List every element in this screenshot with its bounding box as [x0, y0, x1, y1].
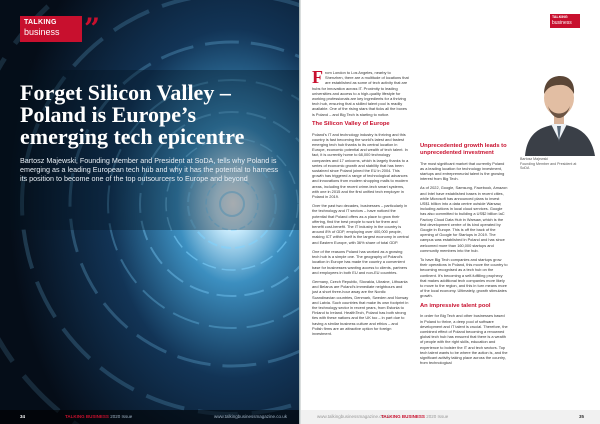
footer-publication-name-left: TALKING BUSINESS [65, 414, 109, 419]
portrait-caption-name: Bartosz Majewski [520, 157, 548, 161]
intro-text: rom London to Los Angeles, nearby to Shenzhen, there are a multitude of locations that are established as some of tech activity that are hubs for innovation across IT. Proximity to leading universities and access to a high-quality lifestyle for working professionals are key ingredients for a thriving tech hub, ensuring that a skilled talent pool is readily available. One of the rising stars that ticks all the boxes is Poland – and Big Tech is starting to notice. [312, 70, 409, 117]
footer-issue-right: 2020 Issue [426, 414, 449, 419]
footer-publication-right [381, 410, 448, 424]
page-number-left: 34 [20, 414, 26, 419]
footer-url-left: www.talkingbusinessmagazine.co.uk [213, 414, 287, 419]
tech-tunnel-image [0, 0, 299, 424]
author-portrait [517, 60, 600, 156]
talking-business-logo [20, 12, 101, 45]
logo-line-talking: TALKING [24, 19, 57, 26]
left-page [0, 0, 299, 424]
section-heading-talent: An impressive talent pool [420, 302, 491, 309]
section1-paragraph: One of the reasons Poland has worked as a growing tech hub is a simple one. The geography of Poland’s location in Europe has made the country a convenient base for businesses wanting access to clients, partners and employees in both EU and non-EU countries. [312, 248, 408, 275]
page-number-right: 35 [578, 414, 584, 419]
portrait-caption [520, 157, 580, 171]
section-heading-growth: Unprecedented growth leads to unprecedented investment [420, 143, 507, 156]
logo-small-line-business: business [552, 19, 572, 26]
talking-business-logo-small [550, 14, 580, 28]
portrait-caption-role: Founding Member and President at SoDA [520, 161, 577, 171]
section3-paragraph: In order for Big Tech and other businesses based in Poland to thrive, a deep pool of software development and IT talent is crucial. Therefore, the combined effect of Poland becoming a renowned global tech hub has ensured that there is a wealth of people with the right skills, education and experience to bolster the IT and tech sectors. Top tech talent wants to be where the action is, and the significant activity taking place across the country, from technological [420, 313, 508, 366]
section1-paragraph: Over the past two decades, businesses – particularly in the technology and IT sectors – have noticed the potential that Poland offers as a place to grow their offering, find the best people to work for them and benefit cost-benefit. The IT industry in the country is around 8% of GDP, employing over 400,000 people, making ICT within itself is the largest economy in central and Eastern Europe, with 36% share of total GDP. [312, 203, 409, 245]
footer-issue-left: 2020 Issue [110, 414, 133, 419]
article-column-1 [312, 67, 409, 340]
intro-paragraph [312, 67, 409, 117]
logo-line-business: business [24, 27, 60, 37]
section-heading-silicon-valley: The Silicon Valley of Europe [312, 120, 390, 127]
article-headline: Forget Silicon Valley – Poland is Europe’s emerging tech epicentre [20, 80, 245, 149]
section2-paragraph: To have Big Tech companies and startups grow their operations in Poland, this move the country to becoming recognised as a tech hub on the continent. It’s becoming a self-fulfilling prophecy that makes additional tech companies more likely to move to the region, and this in turn means more of the local economy. Ultimately, growth stimulates growth. [420, 257, 508, 299]
left-page-footer [0, 410, 299, 424]
footer-publication-name-right: TALKING BUSINESS [381, 414, 425, 419]
article-column-2 [420, 141, 508, 370]
section1-paragraph: Germany, Czech Republic, Slovakia, Ukraine, Lithuania and Belarus are Poland’s immediate neighbours and just a short three-hour away are the Nordic Scandinavian countries, Denmark, Sweden and Norway and Latvia. Such countries that make its own footprint in the technology sector in recent years, from Estonia to Finland to Ireland. HealthTech, Poland has both strong ties with these nations and the UK too – in part due to having a similar business culture and ethics – and Polish firms are an attractive option for foreign investment. [312, 278, 409, 336]
section2-paragraph: As of 2022, Google, Samsung, Facebook, Amazon and Intel have established bases in recent cities, while Microsoft has announced plans to invest US$1 billion into a data centre outside Warsaw, including actions in local cloud services. Google has also committed to building a US$2 billion IaC Factory Cloud Data Hub in Warsaw, which is the first development centre of its kind operated by Google in Europe. This is off the back of the opening of Google for Startups in 2019. The campus was established in Poland and has since welcomed more than 160,000 startups and community members into the hub. [420, 185, 508, 253]
logo-quote-icon: ” [84, 12, 101, 45]
footer-publication-left [65, 410, 132, 424]
right-page-footer [301, 410, 600, 424]
article-standfirst: Bartosz Majewski, Founding Member and President at SoDA, tells why Poland is emerging as a leading European tech hub and why it has the potential to harness its position to become one of the top outsourcers to Europe and beyond [20, 156, 279, 184]
section1-paragraph: Poland’s IT and technology industry is thriving and this country is fast becoming the world’s latest and fastest emerging tech hub thanks to its central location in Europe, economic potential and wealth of tech talent. In fact, it is currently home to 68,000 technology companies and 17 unicorns, which is largely thanks to a series of economic growth and stability that has been sustained since Poland joined the EU in 2004. This growth has triggered a range of technological advances and innovations from modern shopping malls to modern areas, including the recent crime-tech smart systems, with one in 2015 and the first unified tech employer in Poland in 2019. [312, 131, 409, 200]
logo-small-line-talking: TALKING [552, 15, 568, 19]
footer-url-right: www.talkingbusinessmagazine.co.uk [317, 414, 391, 419]
right-page [301, 0, 600, 424]
drop-cap: F [312, 67, 323, 87]
section2-paragraph: The most significant market that currently Poland as a leading location for technology investment, startups and entrepreneurial talent is the growing interest from Big Tech. [420, 160, 505, 182]
